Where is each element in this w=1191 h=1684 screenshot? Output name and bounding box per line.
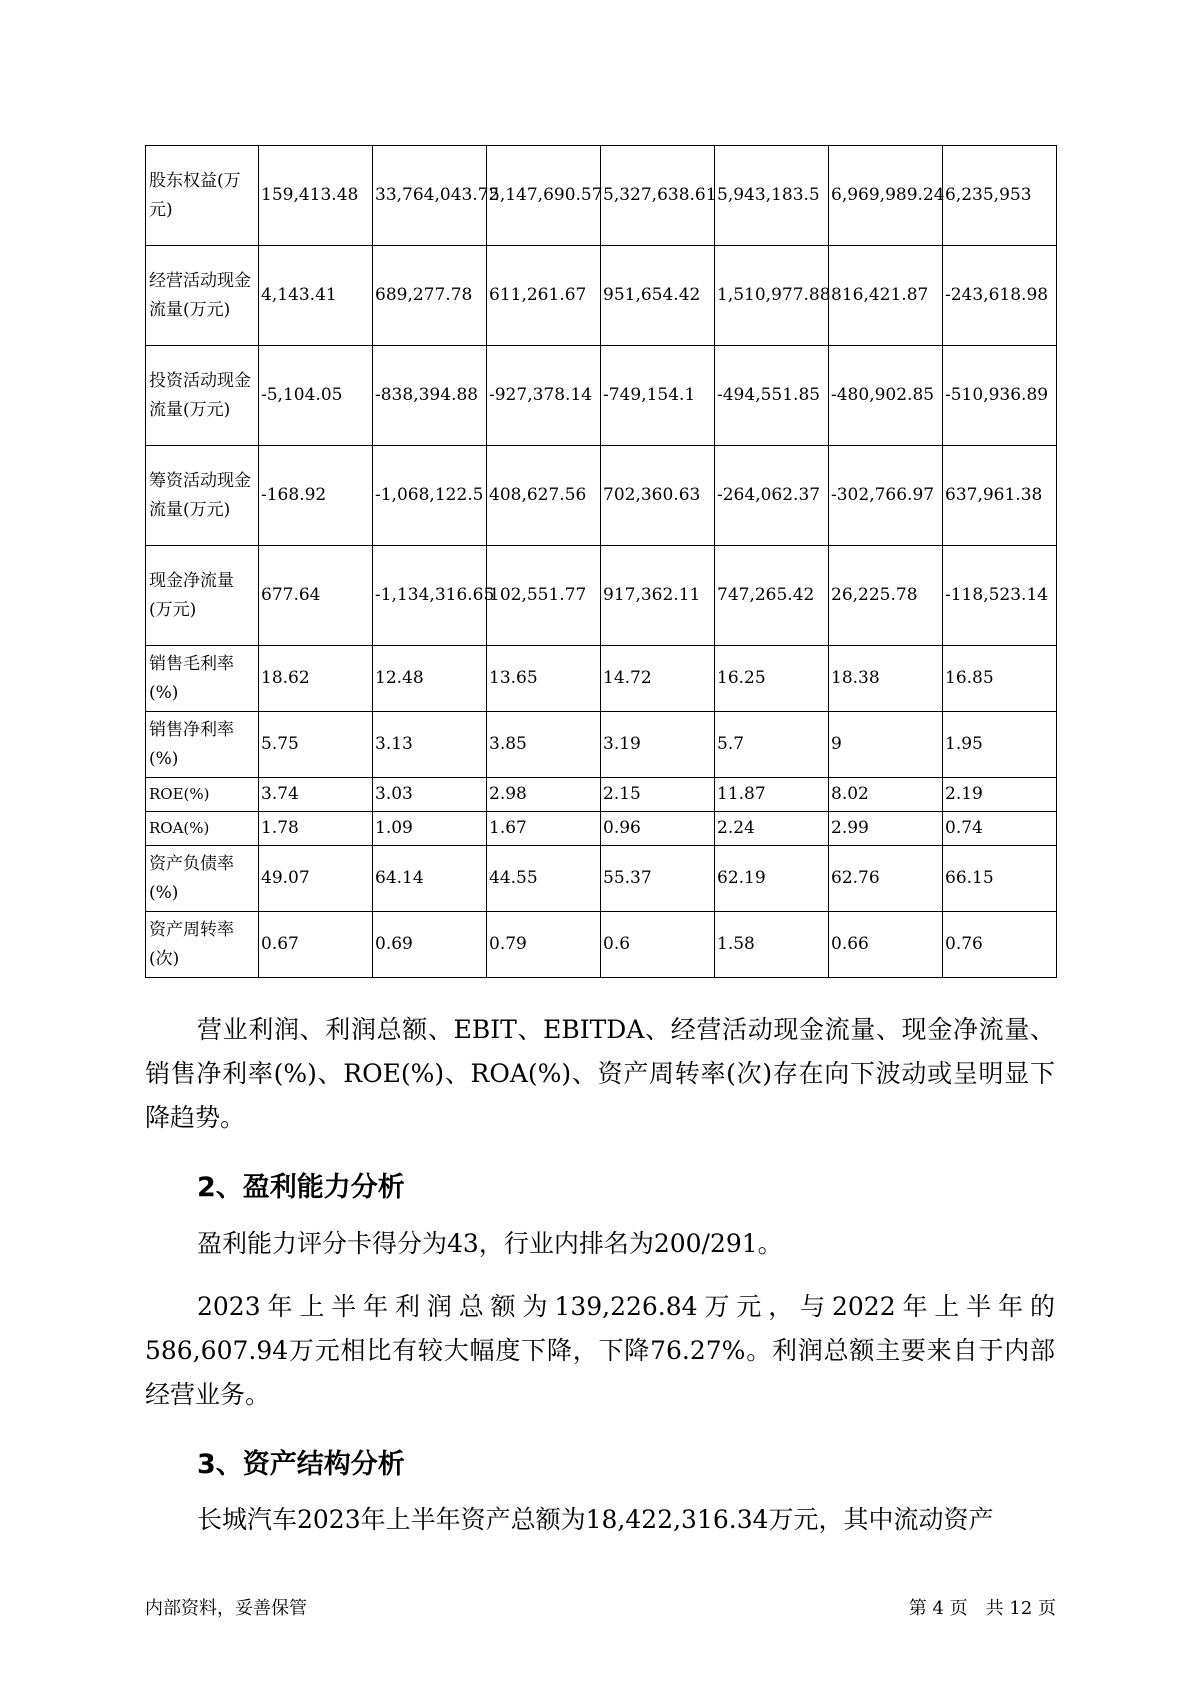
table-cell: 3.19 — [601, 712, 715, 778]
table-cell: 3.85 — [487, 712, 601, 778]
table-cell: -264,062.37 — [715, 446, 829, 546]
table-cell: 12.48 — [373, 646, 487, 712]
table-cell: 1,510,977.88 — [715, 246, 829, 346]
table-cell: 18.62 — [259, 646, 373, 712]
table-cell: -5,104.05 — [259, 346, 373, 446]
table-cell: 13.65 — [487, 646, 601, 712]
table-cell: 62.19 — [715, 846, 829, 912]
table-cell: -749,154.1 — [601, 346, 715, 446]
table-cell: 702,360.63 — [601, 446, 715, 546]
table-row — [146, 446, 1057, 546]
table-cell: 0.74 — [943, 812, 1057, 846]
table-row — [146, 778, 1057, 812]
row-label: ROA(%) — [146, 812, 259, 846]
paragraph-trend-summary: 营业利润、利润总额、EBIT、EBITDA、经营活动现金流量、现金净流量、销售净利率(%)、ROE(%)、ROA(%)、资产周转率(次)存在向下波动或呈明显下降趋势。 — [145, 1015, 1055, 1132]
table-cell: 0.67 — [259, 912, 373, 978]
table-cell: 1.95 — [943, 712, 1057, 778]
table-cell: 677.64 — [259, 546, 373, 646]
table-cell: -494,551.85 — [715, 346, 829, 446]
table-cell: 5,327,638.61 — [601, 146, 715, 246]
table-cell: 102,551.77 — [487, 546, 601, 646]
table-cell: 1.78 — [259, 812, 373, 846]
table-cell: 16.25 — [715, 646, 829, 712]
table-cell: 2.15 — [601, 778, 715, 812]
table-cell: 66.15 — [943, 846, 1057, 912]
table-body — [146, 146, 1057, 978]
table-cell: 611,261.67 — [487, 246, 601, 346]
table-row — [146, 846, 1057, 912]
paragraph-profit-total: 2023年上半年利润总额为139,226.84万元，与2022年上半年的586,607.94万元相比有较大幅度下降，下降76.27%。利润总额主要来自于内部经营业务。 — [145, 1292, 1055, 1409]
footer-confidential-note: 内部资料，妥善保管 — [145, 1598, 307, 1619]
table-cell: -1,068,122.5 — [373, 446, 487, 546]
table-row — [146, 646, 1057, 712]
footer-page-number: 第 4 页 共 12 页 — [908, 1598, 1056, 1619]
table-cell: 5.7 — [715, 712, 829, 778]
table-cell: 18.38 — [829, 646, 943, 712]
table-cell: 637,961.38 — [943, 446, 1057, 546]
row-label: 销售净利率(%) — [146, 712, 259, 778]
table-cell: 11.87 — [715, 778, 829, 812]
table-cell: 8.02 — [829, 778, 943, 812]
table-cell: 2.19 — [943, 778, 1057, 812]
table-cell: 0.96 — [601, 812, 715, 846]
table-cell: 3.03 — [373, 778, 487, 812]
table-cell: 5,943,183.5 — [715, 146, 829, 246]
table-cell: 0.66 — [829, 912, 943, 978]
row-label: 筹资活动现金流量(万元) — [146, 446, 259, 546]
table-row — [146, 712, 1057, 778]
table-cell: 816,421.87 — [829, 246, 943, 346]
table-cell: 33,764,043.72 — [373, 146, 487, 246]
table-cell: 1.58 — [715, 912, 829, 978]
table-cell: 3.74 — [259, 778, 373, 812]
table-cell: -838,394.88 — [373, 346, 487, 446]
paragraph-profitability-score: 盈利能力评分卡得分为43，行业内排名为200/291。 — [197, 1229, 783, 1258]
table-cell: 64.14 — [373, 846, 487, 912]
table-cell: 0.76 — [943, 912, 1057, 978]
table-cell: 55.37 — [601, 846, 715, 912]
table-row — [146, 346, 1057, 446]
table-cell: 5,147,690.57 — [487, 146, 601, 246]
table-cell: -302,766.97 — [829, 446, 943, 546]
table-cell: 159,413.48 — [259, 146, 373, 246]
table-cell: 5.75 — [259, 712, 373, 778]
section-heading-profitability: 2、盈利能力分析 — [197, 1172, 405, 1203]
row-label: 经营活动现金流量(万元) — [146, 246, 259, 346]
table-cell: 62.76 — [829, 846, 943, 912]
table-cell: -118,523.14 — [943, 546, 1057, 646]
table-cell: -243,618.98 — [943, 246, 1057, 346]
table-cell: 1.09 — [373, 812, 487, 846]
table-cell: -1,134,316.65 — [373, 546, 487, 646]
table-cell: 951,654.42 — [601, 246, 715, 346]
table-cell: 2.99 — [829, 812, 943, 846]
row-label: ROE(%) — [146, 778, 259, 812]
table-cell: 0.69 — [373, 912, 487, 978]
table-cell: 44.55 — [487, 846, 601, 912]
table-cell: 14.72 — [601, 646, 715, 712]
financial-table — [145, 145, 1057, 978]
table-row — [146, 912, 1057, 978]
paragraph-asset-total: 长城汽车2023年上半年资产总额为18,422,316.34万元，其中流动资产 — [197, 1505, 994, 1534]
row-label: 股东权益(万元) — [146, 146, 259, 246]
table-cell: 9 — [829, 712, 943, 778]
table-cell: -168.92 — [259, 446, 373, 546]
table-cell: -927,378.14 — [487, 346, 601, 446]
table-cell: 0.6 — [601, 912, 715, 978]
table-cell: 0.79 — [487, 912, 601, 978]
table-cell: 689,277.78 — [373, 246, 487, 346]
table-cell: 6,235,953 — [943, 146, 1057, 246]
table-cell: -480,902.85 — [829, 346, 943, 446]
row-label: 投资活动现金流量(万元) — [146, 346, 259, 446]
table-cell: 4,143.41 — [259, 246, 373, 346]
table-row — [146, 146, 1057, 246]
table-cell: 747,265.42 — [715, 546, 829, 646]
table-cell: 49.07 — [259, 846, 373, 912]
row-label: 销售毛利率(%) — [146, 646, 259, 712]
table-cell: 16.85 — [943, 646, 1057, 712]
table-row — [146, 812, 1057, 846]
row-label: 现金净流量(万元) — [146, 546, 259, 646]
table-cell: 2.24 — [715, 812, 829, 846]
row-label: 资产周转率(次) — [146, 912, 259, 978]
section-heading-asset-structure: 3、资产结构分析 — [197, 1449, 405, 1480]
row-label: 资产负债率(%) — [146, 846, 259, 912]
table-cell: 3.13 — [373, 712, 487, 778]
table-cell: 408,627.56 — [487, 446, 601, 546]
table-cell: 917,362.11 — [601, 546, 715, 646]
table-row — [146, 246, 1057, 346]
table-row — [146, 546, 1057, 646]
table-cell: 1.67 — [487, 812, 601, 846]
table-cell: 2.98 — [487, 778, 601, 812]
table-cell: -510,936.89 — [943, 346, 1057, 446]
table-cell: 6,969,989.24 — [829, 146, 943, 246]
table-cell: 26,225.78 — [829, 546, 943, 646]
